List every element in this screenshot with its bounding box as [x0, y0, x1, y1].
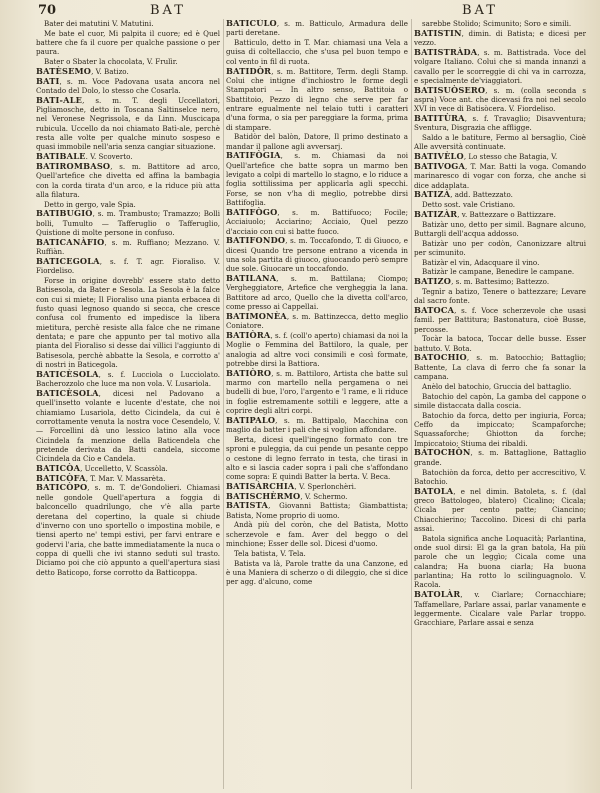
headword: BATIPALO	[226, 414, 276, 425]
headword: BATICÈSOLA	[36, 368, 99, 379]
entry-definition: , s. m. Battitore, Term. degli Stamp. Colui che intigne d'inchiostro le forme degli Stampatori — In altro senso, Battitoia o Sbattitoio, Pezzo di legno che serve per far entrare egualmente nel telaio tutti i caratteri d'una forma, o sia per pareggiare la forma, prima di stampare.	[226, 66, 408, 132]
dictionary-entry	[414, 29, 586, 48]
headword: BATI-ALE	[36, 94, 83, 105]
entry-definition: , add. Battezzato.	[450, 190, 513, 200]
dictionary-entry	[226, 236, 408, 273]
headword: BATIVÈLO	[414, 151, 464, 162]
dictionary-entry: Batizàr uno per codòn, Canonizzare altrui per scimunito.	[414, 238, 586, 257]
headword: BATIVOGA	[414, 160, 466, 171]
headword: BATICÒA	[36, 463, 81, 474]
entry-definition: , s. m. Batocchio; Battaglio; Battente, La clava di ferro che fa sonar la campana.	[414, 353, 586, 382]
dictionary-entry	[36, 67, 220, 76]
entry-definition: , s. m. Chiamasi da noi Quell'artefice che batte sopra un marmo ben levigato a colpi di martello lo stagno, e lo riduce a foglia sottilissima per applicarla agli specchi. Forse, se non v'ha di meglio, potrebbe dirsi Battifoglia.	[226, 151, 408, 208]
headword: BATIMONÈA	[226, 310, 287, 321]
dictionary-entry	[226, 151, 408, 207]
dictionary-entry: Bater dei matutini V. Matutini.	[44, 19, 154, 28]
entry-definition: , s. m. Battistrada. Voce del volgare Italiano. Colui che si manda innanzi a cavallo per le scorreggie di chi va in carrozza, e specialmente de'viaggiatori.	[414, 47, 586, 85]
dictionary-entry: Batista va là, Parole tratte da una Canzone, ed è una Maniera di scherzo o di dileggio, che si dice per agg. d'alcuno, come	[226, 558, 408, 587]
headword: BATIÒRA	[226, 329, 271, 340]
headword: BATICÙLO	[226, 19, 277, 28]
dictionary-entry	[414, 277, 586, 286]
headword: BATIZÀR	[414, 208, 458, 219]
headword: BATOCA	[414, 304, 455, 315]
entry-definition: , T. Mar. Batti la voga. Comando marinaresco di vogar con forza, che anche si dice addaplata.	[414, 161, 586, 190]
dictionary-entry	[36, 238, 220, 257]
dictionary-entry	[414, 590, 586, 627]
dictionary-entry	[226, 331, 408, 368]
dictionary-entry	[36, 209, 220, 237]
dictionary-entry	[226, 274, 408, 311]
entry-definition: , v. Ciarlare; Cornacchiare; Taffamellare, Parlare assai, parlar vanamente e leggermente. Cicalare vale Parlar troppo. Gracchiare, Parlare assai e senza	[414, 590, 586, 628]
dictionary-entry: Batticulo, detto in T. Mar. chiamasi una Vela a guisa di coltellaccio, che s'usa pel buon tempo e col vento in fil di ruota.	[226, 38, 408, 66]
dictionary-entry: Me bate el cuor, Mi palpita il cuore; ed è Quel battere che fa il cuore per qualche passione o per paura.	[36, 28, 220, 57]
entry-definition: , s. f. (coll'o aperto) chiamasi da noi la Moglie o Femmina del Battiloro, la quale, per analogia ad altre voci consimili e così formate, potrebbe dirsi la Battiora.	[226, 330, 408, 368]
headword: BATISÀRCHIA	[226, 480, 295, 491]
entry-definition: , v. Battezzare o Battizzare.	[457, 209, 556, 219]
entry-definition: , dicesi nel Padovano a quell'insetto volante e lucente d'estate, che noi chiamiamo Lusariola, detto Cicindela, da cui è corrottamente venuta la nostra voce Cesendelo, V. — Forcellini dà uno lessico latino alla voce Cicindela fa menzione della Baticendela che pretende derivata da Batti candela, siccome Cicindela da Cio e Candela.	[36, 388, 220, 464]
headword: BATI	[36, 75, 60, 86]
entry-definition: , s. m. Battitore ad arco, Quell'artefice che divetta ed affina la bambagia con la corda tirata d'un arco, e la riduce più atta alla filatura.	[36, 161, 220, 199]
dictionary-entry	[414, 306, 586, 334]
dictionary-entry	[226, 19, 408, 38]
dictionary-entry	[226, 416, 408, 435]
dictionary-entry: Batochiòn da forca, detto per accrescitivo, V. Batochio.	[414, 467, 586, 486]
dictionary-entry	[226, 208, 408, 236]
dictionary-entry: Saldo a le batiture, Fermo al bersaglio, Cioè Alle avversità continuate.	[414, 133, 586, 152]
headword: BATICANÀFIO	[36, 236, 105, 247]
dictionary-entry	[414, 86, 586, 114]
column-divider	[223, 19, 224, 789]
dictionary-entry: Detto sost. vale Cristiano.	[422, 200, 516, 210]
entry-definition: , s. m. (colla seconda s aspra) Voce ant. che dicevasi fra noi nel secolo XVI in vece di Batisòcera. V. Fiordeliso.	[414, 85, 586, 114]
headword: BATISTIN	[414, 27, 462, 38]
entry-definition: , s. m. Ruffiano; Mezzano. V. Ruffiàn.	[36, 237, 220, 257]
entry-definition: , s. m. Battiloro, Artista che batte sul marmo con martello nella pergamena o nei budelli di bue, l'oro, l'argento e 'l rame, e li riduce in foglie estremamente sottili e leggere, atte a coprire degli altri corpi.	[226, 368, 408, 415]
dictionary-entry: Tela batista, V. Tela.	[234, 548, 306, 558]
headword: BATIZÀ	[414, 189, 451, 200]
dictionary-entry: Batola significa anche Loquacità; Parlantina, onde suol dirsi: El ga la gran batola, Ha più parole che un leggìo; Cicala come una calandra; Ha buona ciarla; Ha buona parlantina; Ha rotto lo scilinguagnolo. V. Racola.	[414, 533, 586, 590]
running-head-right: BAT	[462, 3, 498, 18]
headword: BATICÈSOLA	[36, 387, 99, 398]
headword: BATOCHIO	[414, 352, 467, 363]
headword: BATOCHÒN	[414, 447, 471, 458]
headword: BATICÒPO	[36, 482, 88, 493]
entry-definition: , s. m. Battinzecca, detto meglio Coniatore.	[226, 311, 408, 331]
entry-definition: , s. f. Travaglio; Disavventura; Sventura, Disgrazia che affligge.	[414, 114, 586, 133]
entry-definition: , Uccelletto, V. Scassòla.	[80, 464, 168, 474]
dictionary-entry	[414, 162, 586, 190]
headword: BATIZO	[414, 276, 452, 287]
entry-definition: , T. Mar. V. Massarèta.	[85, 473, 166, 483]
dictionary-entry: Andà più del coròn, che del Batista, Motto scherzevole e fam. Aver del beggo o del minchione; Esser delle sol. Dicesi d'uomo.	[226, 520, 408, 549]
dictionary-entry	[414, 114, 586, 133]
entry-definition: , dimin. di Batista; e dicesi per vezzo.	[414, 28, 586, 48]
dictionary-entry	[36, 483, 220, 576]
headword: BATIFÒGIA	[226, 150, 281, 161]
entry-definition: , s. m. Battilana; Ciompo; Vergheggiatore, Artefice che vergheggia la lana. Battitore ad arco, Quello che la divetta coll'arco, come presso ai Cappellai.	[226, 274, 408, 312]
entry-definition: , s. m. Battifuoco; Focile; Acciaiuolo; Acciarino; Acciaio, Quel pezzo d'acciaio con cui si batte fuoco.	[226, 207, 408, 236]
headword: BATICEGOLA	[36, 255, 100, 266]
dictionary-entry: Tocàr la batoca, Toccar delle busse. Esser battuto. V. Bota.	[414, 334, 586, 353]
entry-definition: , s. m. Trambusto; Tramazzo; Bolli bolli, Tumulto — Tafferuglio o Tafferuglio, Quistione di molte persone in confuso.	[36, 209, 220, 238]
column-2	[226, 19, 408, 791]
dictionary-entry: Berta, dicesi quell'ingegno formato con tre sproni e puleggia, da cui pende un pesante ceppo o cestone di legno ferrato in testa, che tirasi in alto e si lascia cader sopra i pali che s'affondano come sopra: E quindi Batter la berta. V. Beca.	[226, 434, 408, 482]
entry-definition: , s. f. Voce scherzevole che usasi famil. per Battitura; Bastonatura, cioè Busse, percosse.	[414, 305, 586, 334]
headword: BATILANA	[226, 273, 277, 284]
entry-definition: , Lo stesso che Batagia, V.	[463, 152, 558, 162]
dictionary-entry: Batizàr le campane, Benedire le campane.	[422, 267, 575, 277]
dictionary-entry: Batochio del capòn, La gamba del cappone o simile distaccata dalla coscia.	[414, 391, 586, 410]
dictionary-entry	[414, 48, 586, 85]
dictionary-entry: Batizàr el vin, Adacquare il vino.	[422, 257, 540, 267]
entry-definition: , V. Schermo.	[300, 491, 348, 501]
column-3	[414, 19, 586, 791]
dictionary-entry	[36, 257, 220, 276]
dictionary-entry	[36, 389, 220, 464]
entry-definition: , V. Batizo.	[91, 66, 129, 76]
dictionary-entry	[414, 210, 586, 219]
dictionary-entry: Bater o Sbater la chocolata, V. Frulìr.	[44, 57, 178, 67]
dictionary-entry: Forse in origine dovrebb' essere stato detto Batisesola, da Bater e Sesola. La Sesola è la falce con cui si miete; Il Fioraliso una pianta erbacea di fusto quasi legnoso quando si secca, che cresce confusa col frumento ed impedisce la libera mietitura, perchè resiste alla falce che ne rimane dentata; e pare che appunto per tal motivo alla pianta del Fioraliso si desse dai villici l'aggiunto di Batisesola, perchè abbatte la Sesola, e corrotto a' dì nostri in Baticegola.	[36, 275, 220, 370]
dictionary-entry: Anèlo del batochio, Gruccia del battaglio.	[422, 381, 572, 391]
dictionary-entry: Batizàr uno, detto per simil. Bagnare alcuno, Buttargli dell'acqua addosso.	[414, 219, 586, 238]
dictionary-entry: Detto in gergo, vale Spia.	[44, 199, 136, 209]
dictionary-entry	[414, 353, 586, 381]
entry-definition: , s. m. T. degli Uccellatori, Pigliamosche, detto in Toscana Saltinselce nero, nel Veronese Negrissola, e da Linn. Muscicapa rubicula. Uccello da noi chiamato Batì-ale, perchè resta alle volte per qualche minuto sospeso e quasi immobile nell'aria senza cangiar situazione.	[36, 95, 220, 152]
headword: BATIFONDO	[226, 235, 286, 246]
column-divider	[411, 19, 412, 789]
headword: BATISCHÈRMO	[226, 490, 301, 501]
entry-definition: , s. m. Battaglione, Battaglio grande.	[414, 448, 586, 467]
dictionary-entry	[226, 67, 408, 132]
dictionary-entry: Tegnìr a batizo, Tenere o battezzare; Levare dal sacro fonte.	[414, 286, 586, 306]
headword: BATIROMBASO	[36, 160, 111, 171]
entry-definition: , s. m. Toccafondo, T. di Giuoco, e dicesi Quando tre persone entrano a vicenda in una sola partita di giuoco, giuocando però sempre due sole. Giuocare un toccafondo.	[226, 236, 408, 274]
headword: BATISUÒSERO	[414, 84, 486, 95]
running-head-left: BAT	[150, 3, 186, 18]
dictionary-entry	[226, 369, 408, 416]
entry-definition: , s. f. Lucciola o Lucciolato. Bacherozzolo che luce ma non vola. V. Lusariola.	[36, 369, 220, 389]
entry-definition: , s. m. Batticulo, Armadura delle parti deretane.	[226, 19, 408, 38]
headword: BATISTRÀDA	[414, 46, 478, 57]
headword: BATIDÒR	[226, 65, 272, 76]
headword: BATIFÒGO	[226, 206, 278, 217]
headword: BATITÙRA	[414, 113, 465, 123]
entry-definition: , Giovanni Battista; Giambattista; Batista, Nome proprio di uomo.	[226, 501, 408, 520]
column-1	[36, 19, 220, 791]
headword: BATISTA	[226, 500, 269, 511]
entry-definition: , s. f. T. agr. Fioralìso. V. Fiordeliso.	[36, 256, 220, 276]
dictionary-entry	[414, 190, 586, 199]
dictionary-entry	[414, 448, 586, 467]
entry-definition: , s. m. Battesimo; Battezzo.	[451, 277, 550, 287]
entry-definition: , s. m. Voce Padovana usata ancora nel Contado del Dolo, lo stesso che Cosarla.	[36, 76, 220, 95]
dictionary-entry	[36, 162, 220, 199]
page-number: 70	[38, 3, 57, 18]
headword: BATIBALE	[36, 151, 86, 162]
dictionary-entry: Batochio da forca, detto per ingiuria, Forca; Ceffo da impiccato; Scampaforche; Squassaforche; Ghiotton da forche; Impiccatoio; Stiuma dei ribaldi.	[414, 410, 586, 448]
headword: BATÈSEMO	[36, 65, 92, 76]
headword: BATICÒFA	[36, 472, 86, 483]
entry-definition: , s. m. T. de'Gondolieri. Chiamasi nelle gondole Quell'apertura a foggia di balconcello quadrilungo, che v'è alla parte deretana del copertino, la quale si chiude d'inverno con uno sportello o impostina mobile, e tiensi aperto ne' tempi estivi, per farvi entrare e godervi l'aria, che batte immediatamente la nuca o coppa di quelli che ivi stanno seduti sul trasto. Diciamo poi che ciò appunto a quell'apertura siasi detto Baticopo, forse corrotto da Batticoppa.	[36, 483, 220, 577]
dictionary-entry	[226, 501, 408, 520]
headword: BATIÒRO	[226, 367, 272, 378]
entry-definition: . V. Scoverto.	[85, 152, 133, 162]
entry-definition: , e nel dimin. Batoleta, s. f. (dal greco Battologeo, blatero) Cicalino; Cicala; Cicala per cento patte; Ciancino; Chiacchierino; Taccolino. Dicesi di chi parla assai.	[414, 486, 586, 533]
headword: BATOLA	[414, 485, 454, 496]
dictionary-entry	[414, 487, 586, 534]
headword: BATOLÀR	[414, 589, 461, 600]
dictionary-entry: Batidòr del balòn, Datore, Il primo destinato a mandar il pallone agli avversarj.	[226, 132, 408, 151]
dictionary-entry	[226, 312, 408, 331]
dictionary-entry	[36, 370, 220, 389]
dictionary-entry	[36, 96, 220, 152]
dictionary-entry	[36, 77, 220, 96]
dictionary-entry: sarebbe Stolido; Scimunito; Soro e simili.	[422, 19, 572, 28]
entry-definition: , s. m. Battipalo, Macchina con maglio da batter i pali che si voglion affondare.	[226, 415, 408, 435]
entry-definition: , V. Sperlonchèri.	[294, 481, 357, 491]
headword: BATIBUGIO	[36, 208, 93, 219]
